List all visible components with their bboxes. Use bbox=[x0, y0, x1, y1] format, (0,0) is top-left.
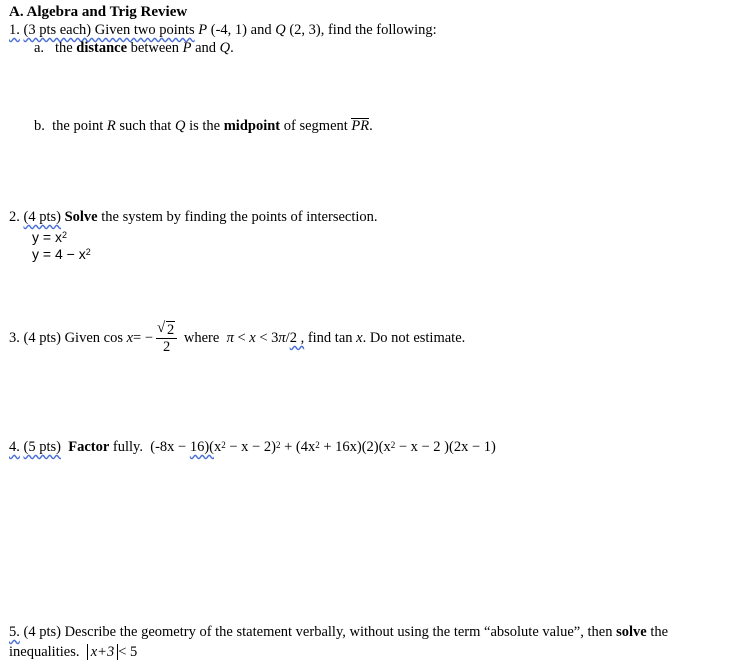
q2-rest: the system by finding the points of intersection. bbox=[101, 209, 378, 225]
q2-number: 2. bbox=[9, 209, 20, 225]
q1b-q: Q bbox=[174, 118, 186, 134]
q5-the: the bbox=[650, 624, 669, 640]
question-3 bbox=[9, 322, 465, 355]
q3-sqrt bbox=[158, 322, 175, 338]
q1a-end: . bbox=[230, 40, 234, 56]
q2-eq2-lhs: y = 4 − x bbox=[32, 246, 86, 262]
q3-lt: < bbox=[237, 329, 246, 346]
q3-eq: = − bbox=[133, 329, 154, 346]
q5-absolute-value bbox=[87, 644, 118, 660]
q3-tail: . Do not estimate. bbox=[362, 329, 466, 346]
q1-intro: (3 pts each) Given two points bbox=[23, 22, 195, 38]
q3-x2: x bbox=[249, 329, 256, 346]
question-4 bbox=[9, 438, 496, 456]
q1a-text-mid: between bbox=[130, 40, 179, 56]
q3-find: find tan bbox=[307, 329, 353, 346]
q3-where: where bbox=[183, 329, 220, 346]
q3-var-x: x bbox=[126, 329, 134, 346]
q3-lt2: < 3 bbox=[259, 329, 279, 346]
q5-number: 5. bbox=[9, 624, 20, 640]
q1b-segment-pr: PR bbox=[351, 118, 370, 134]
q4-expr-g: − x − 2 )(2x − 1) bbox=[395, 439, 496, 455]
q4-fully: fully. bbox=[112, 439, 143, 455]
q5-line2: inequalities. bbox=[9, 644, 80, 660]
q1-point-p: P bbox=[198, 22, 208, 38]
q4-expr-e: + (4x bbox=[280, 439, 316, 455]
q3-x3: x bbox=[356, 329, 363, 346]
q1a-text-pre: the bbox=[54, 40, 73, 56]
q1a-marker: a. bbox=[34, 40, 45, 56]
q4-expr-a: (-8x − bbox=[150, 439, 190, 455]
q3-slash: / bbox=[285, 329, 290, 346]
q1-and: and bbox=[250, 22, 272, 38]
q3-frac-num bbox=[156, 322, 177, 339]
q3-radicand: 2 bbox=[167, 322, 175, 338]
q1a-bold-distance: distance bbox=[76, 40, 128, 56]
q4-exp3: 2 bbox=[315, 440, 320, 450]
question-1b bbox=[34, 117, 373, 135]
q5-ineq: < 5 bbox=[118, 644, 138, 660]
q2-equation-2 bbox=[32, 245, 91, 263]
q1a-p: P bbox=[182, 40, 192, 56]
q2-bold-solve: Solve bbox=[64, 209, 98, 225]
q2-eq1-exp: 2 bbox=[61, 230, 67, 240]
q1b-marker: b. bbox=[34, 118, 45, 134]
q2-pts: (4 pts) bbox=[23, 209, 61, 225]
q1b-bold-midpoint: midpoint bbox=[223, 118, 281, 134]
q4-exp1: 2 bbox=[221, 440, 226, 450]
q4-expr-c: x bbox=[214, 439, 222, 455]
q1b-pre: the point bbox=[52, 118, 104, 134]
q4-pts: (5 pts) bbox=[23, 439, 61, 455]
question-5 bbox=[9, 623, 668, 641]
q4-number: 4. bbox=[9, 439, 20, 455]
question-2 bbox=[9, 208, 378, 226]
q3-frac-den: 2 bbox=[163, 339, 171, 355]
q1a-q: Q bbox=[219, 40, 231, 56]
q1b-end: . bbox=[369, 118, 373, 134]
q2-equation-1 bbox=[32, 228, 67, 246]
q5-abs-inner: x+3 bbox=[90, 644, 115, 660]
q4-expr-b: 16)( bbox=[189, 439, 214, 455]
question-1a bbox=[34, 39, 234, 57]
q1-point-q: Q bbox=[275, 22, 286, 38]
q1-point-p-coord: (-4, 1) bbox=[210, 22, 248, 38]
question-5-line-2 bbox=[9, 643, 137, 661]
q5-text-a: (4 pts) Describe the geometry of the statement verbally, without using the term “absolute value”, then bbox=[23, 624, 613, 640]
q1b-r: R bbox=[106, 118, 116, 134]
q1b-mid: such that bbox=[119, 118, 172, 134]
q4-bold-factor: Factor bbox=[68, 439, 110, 455]
q3-fraction bbox=[156, 322, 177, 355]
section-heading: A. Algebra and Trig Review bbox=[9, 4, 188, 20]
q1-point-q-coord: (2, 3), find the following: bbox=[289, 22, 437, 38]
q3-two: 2 , bbox=[289, 329, 305, 346]
q1-number: 1. bbox=[9, 22, 20, 38]
q3-pi: π bbox=[226, 329, 234, 346]
q4-exp4: 2 bbox=[390, 440, 396, 450]
q1a-and: and bbox=[195, 40, 217, 56]
q4-exp2: 2 bbox=[275, 440, 281, 450]
q5-bold-solve: solve bbox=[616, 624, 647, 640]
q1b-is: is the bbox=[189, 118, 221, 134]
question-1 bbox=[9, 21, 437, 39]
q3-prefix: 3. (4 pts) Given cos bbox=[9, 329, 123, 346]
q4-expr-d: − x − 2) bbox=[225, 439, 276, 455]
q4-expr-f: + 16x)(2)(x bbox=[319, 439, 391, 455]
q2-eq1-lhs: y = x bbox=[32, 229, 62, 245]
q3-pi2: π bbox=[278, 329, 286, 346]
q2-eq2-exp: 2 bbox=[85, 247, 91, 257]
q1b-of: of segment bbox=[283, 118, 348, 134]
